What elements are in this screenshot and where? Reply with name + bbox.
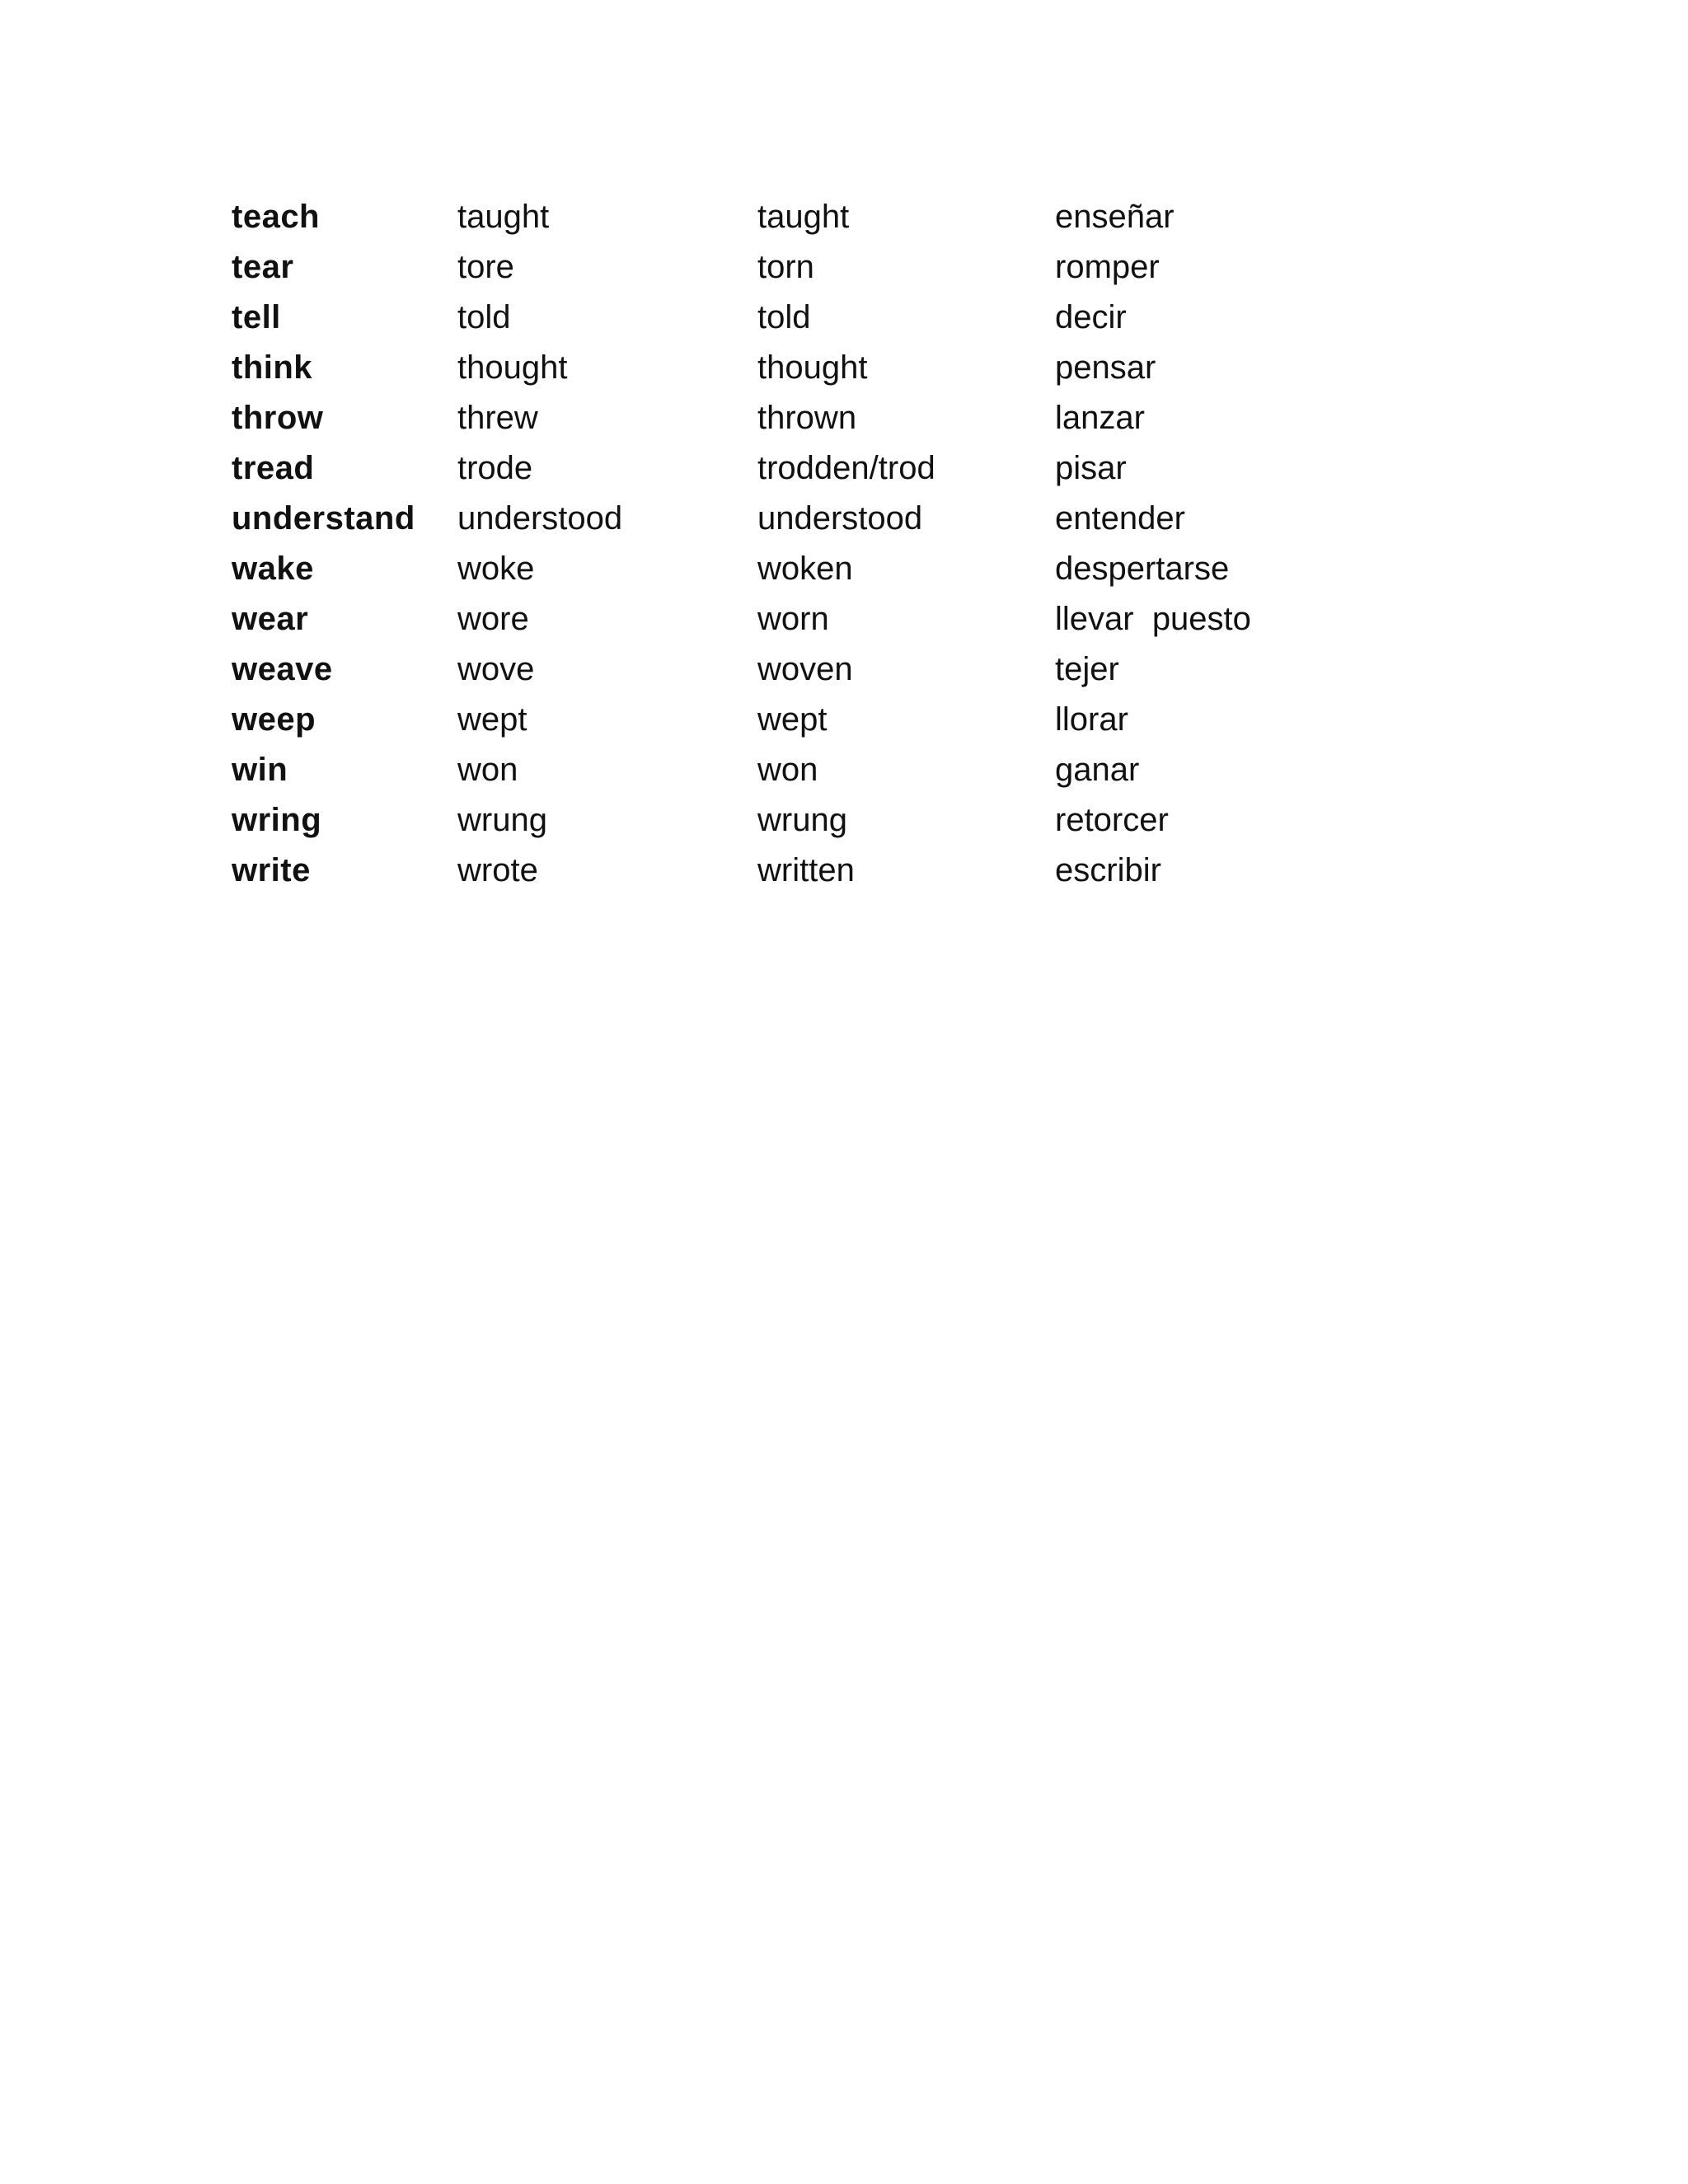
verb-past: won	[457, 752, 518, 788]
table-row	[232, 397, 1303, 448]
verb-past: woke	[457, 551, 535, 587]
verb-participle: wrung	[757, 802, 847, 838]
verb-past: threw	[457, 400, 538, 436]
verb-spanish: ganar	[1055, 752, 1140, 788]
table-row	[232, 196, 1303, 246]
verb-participle: taught	[757, 199, 850, 235]
table-row	[232, 548, 1303, 598]
verb-base: teach	[232, 199, 320, 235]
verb-base: tread	[232, 450, 315, 486]
verb-participle: wept	[757, 701, 828, 738]
verb-spanish: lanzar	[1055, 400, 1145, 436]
table-row	[232, 347, 1303, 397]
verb-base: understand	[232, 500, 415, 537]
verb-spanish: pensar	[1055, 349, 1156, 386]
verb-past: taught	[457, 199, 550, 235]
verb-participle: told	[757, 299, 811, 335]
verb-spanish: romper	[1055, 249, 1160, 285]
verb-participle: understood	[757, 500, 923, 537]
verb-base: tear	[232, 249, 294, 285]
verb-base: think	[232, 349, 313, 386]
verb-past: tore	[457, 249, 514, 285]
verb-spanish: retorcer	[1055, 802, 1169, 838]
verb-participle: trodden/trod	[757, 450, 935, 486]
table-row	[232, 699, 1303, 749]
verb-past: wept	[457, 701, 528, 738]
verb-participle: woven	[757, 651, 853, 687]
verb-spanish: llevar puesto	[1055, 601, 1251, 637]
verb-spanish: entender	[1055, 500, 1185, 537]
verb-base: weep	[232, 701, 316, 738]
verb-participle: written	[757, 852, 855, 888]
table-row	[232, 297, 1303, 347]
table-row	[232, 448, 1303, 498]
irregular-verbs-table	[232, 196, 1303, 900]
verb-past: wore	[457, 601, 529, 637]
verb-past: told	[457, 299, 511, 335]
verb-past: wove	[457, 651, 535, 687]
verb-base: weave	[232, 651, 333, 687]
table-row	[232, 498, 1303, 548]
verb-participle: woken	[757, 551, 853, 587]
verb-base: wake	[232, 551, 314, 587]
verb-base: throw	[232, 400, 324, 436]
verb-base: win	[232, 752, 288, 788]
verb-participle: won	[757, 752, 818, 788]
table-row	[232, 799, 1303, 850]
verb-participle: thrown	[757, 400, 857, 436]
table-row	[232, 649, 1303, 699]
verb-past: thought	[457, 349, 568, 386]
verb-base: write	[232, 852, 311, 888]
verb-participle: thought	[757, 349, 868, 386]
table-row	[232, 850, 1303, 900]
table-row	[232, 598, 1303, 649]
verb-participle: torn	[757, 249, 814, 285]
verb-spanish: pisar	[1055, 450, 1127, 486]
verb-past: wrote	[457, 852, 538, 888]
verb-past: wrung	[457, 802, 547, 838]
verb-spanish: escribir	[1055, 852, 1161, 888]
verb-past: understood	[457, 500, 623, 537]
verb-base: tell	[232, 299, 281, 335]
verb-spanish: decir	[1055, 299, 1127, 335]
table-row	[232, 246, 1303, 297]
table-row	[232, 749, 1303, 799]
verb-past: trode	[457, 450, 533, 486]
verb-base: wring	[232, 802, 322, 838]
verb-spanish: enseñar	[1055, 199, 1175, 235]
verb-spanish: tejer	[1055, 651, 1119, 687]
verb-spanish: llorar	[1055, 701, 1128, 738]
verb-participle: worn	[757, 601, 829, 637]
verb-spanish: despertarse	[1055, 551, 1230, 587]
verb-base: wear	[232, 601, 309, 637]
